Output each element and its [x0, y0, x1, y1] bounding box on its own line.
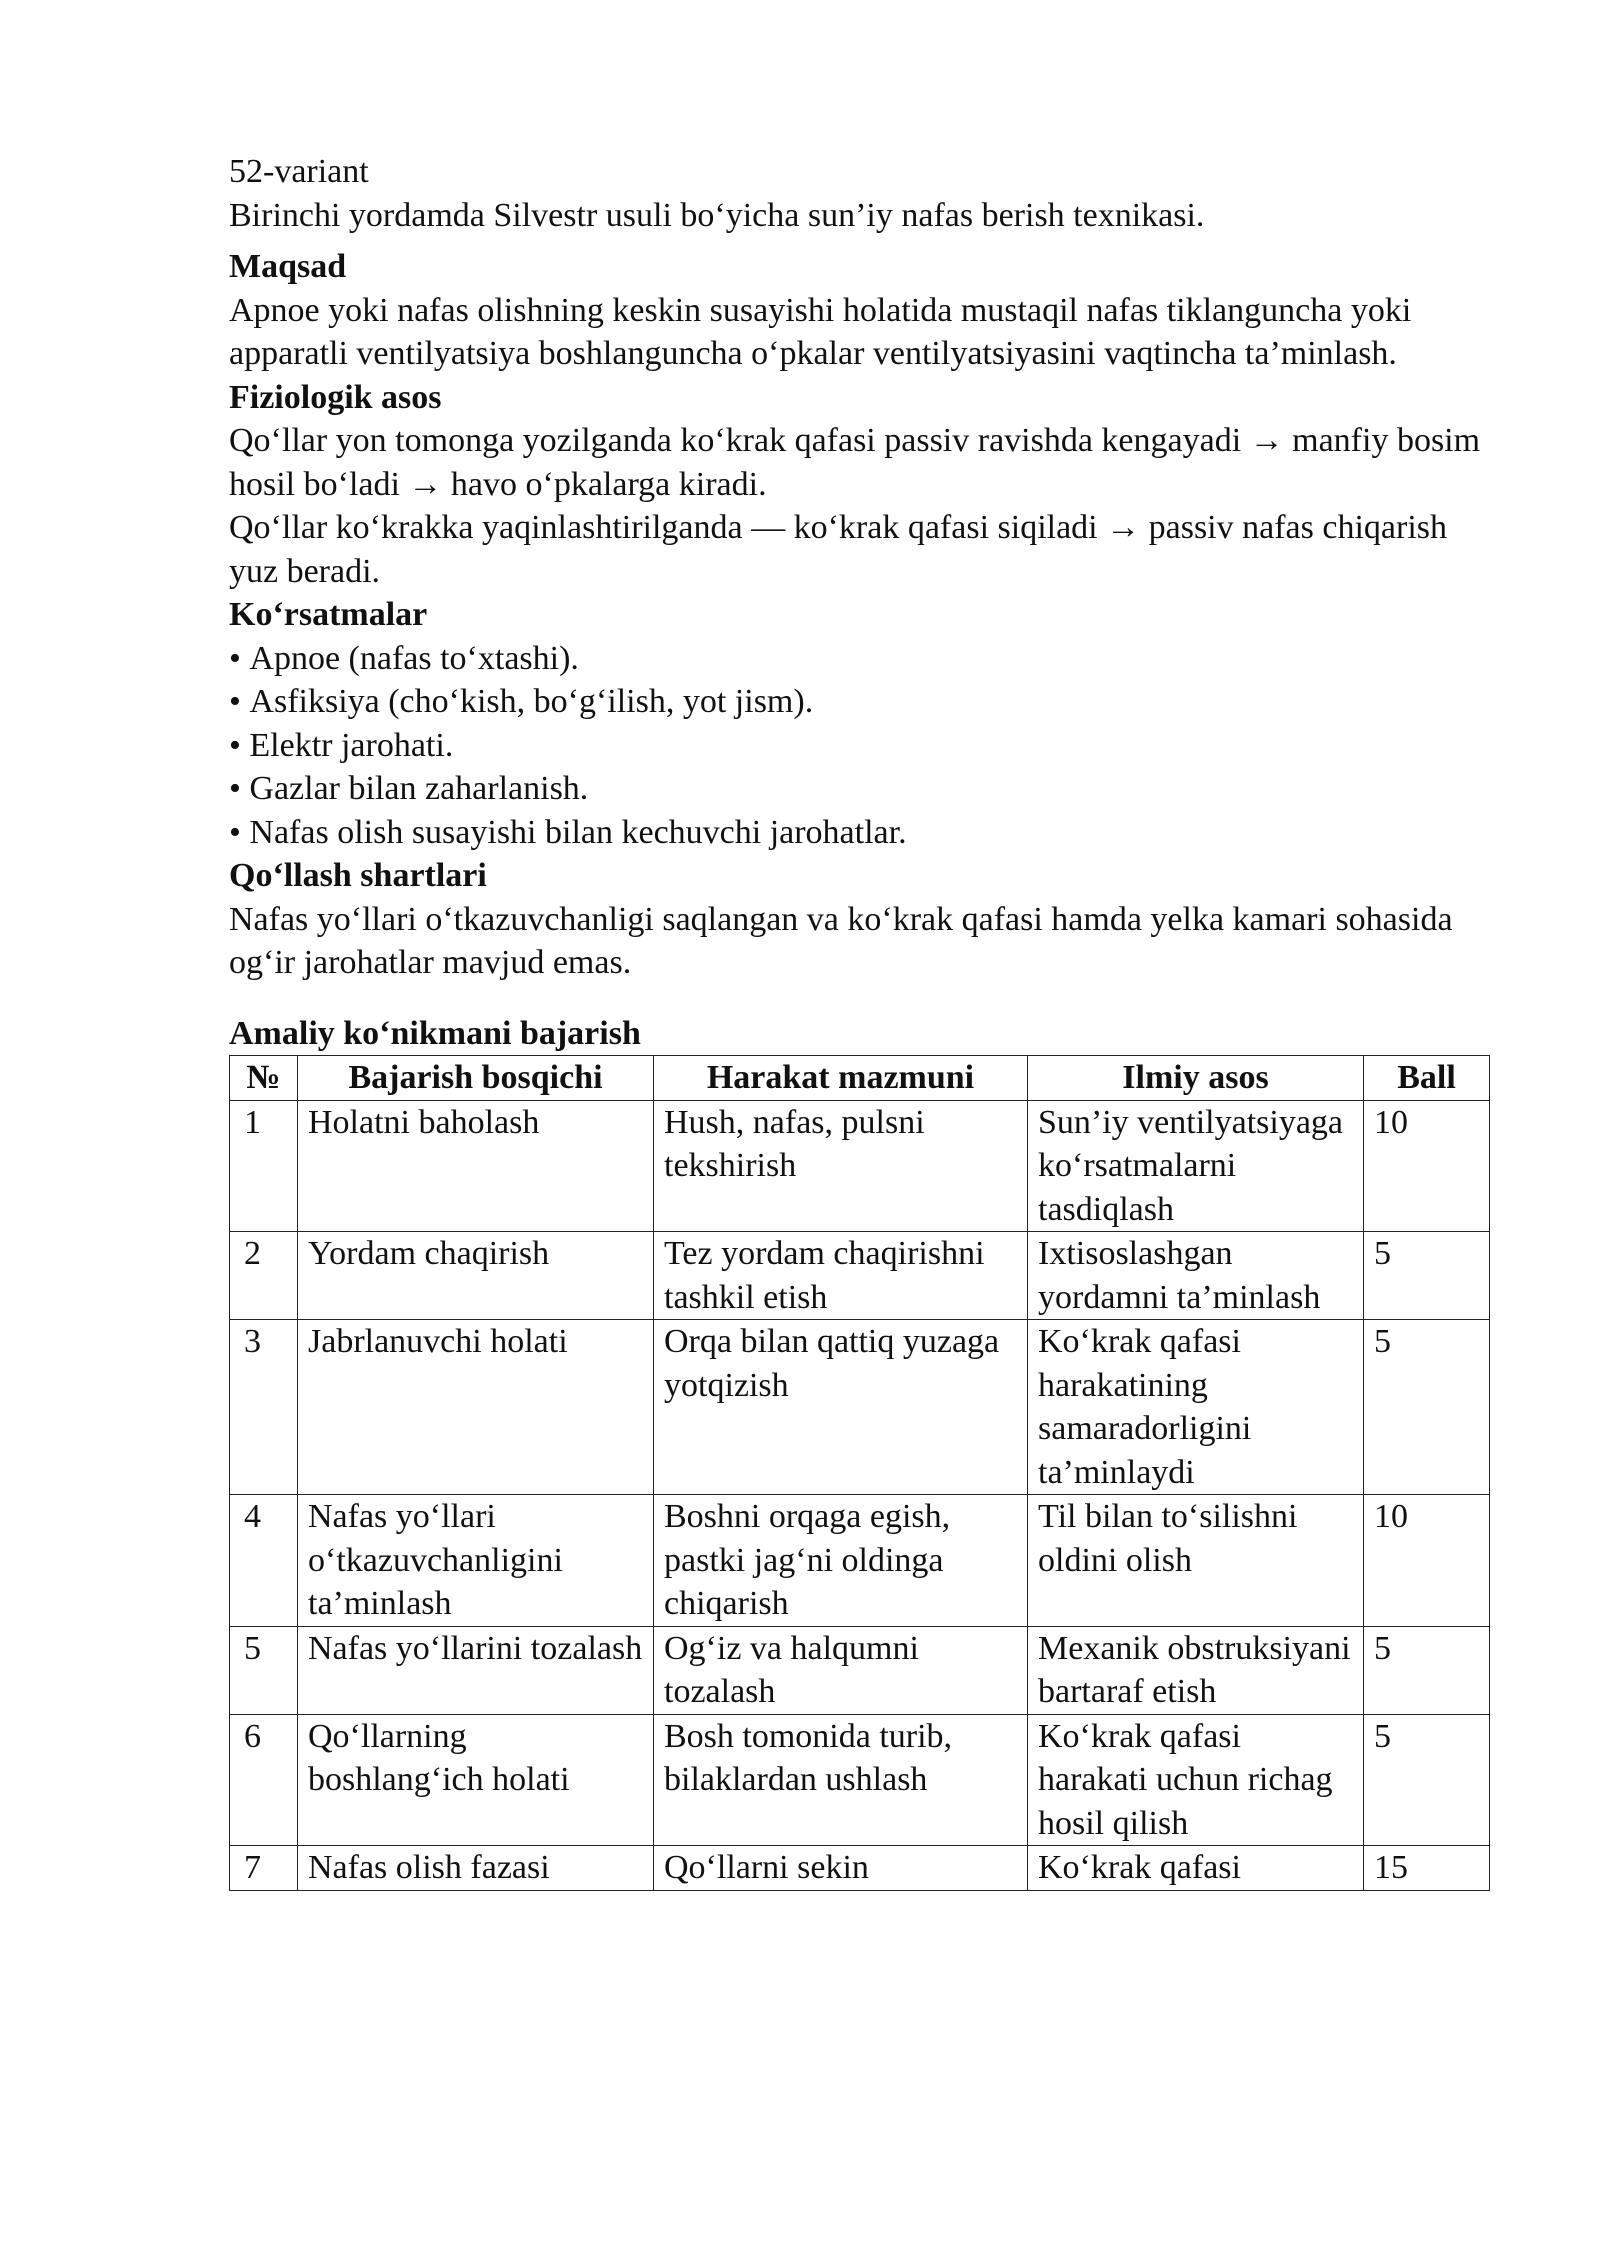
- cell-stage: Holatni baholash: [298, 1100, 654, 1232]
- cell-stage: Yordam chaqirish: [298, 1232, 654, 1320]
- cell-number: 2: [230, 1232, 298, 1320]
- cell-score: 5: [1364, 1320, 1490, 1495]
- cell-action: Qo‘llarni sekin: [654, 1846, 1028, 1891]
- physiology-heading: Fiziologik asos: [229, 378, 442, 416]
- cell-stage: Jabrlanuvchi holati: [298, 1320, 654, 1495]
- cell-number: 5: [230, 1626, 298, 1714]
- list-item: • Gazlar bilan zaharlanish.: [229, 767, 1489, 811]
- cell-number: 3: [230, 1320, 298, 1495]
- cell-action: Tez yordam chaqirishni tashkil etish: [654, 1232, 1028, 1320]
- cell-score: 5: [1364, 1232, 1490, 1320]
- cell-number: 4: [230, 1495, 298, 1627]
- variant-label: 52-variant: [229, 153, 369, 190]
- table-row: [230, 1846, 1490, 1891]
- cell-score: 15: [1364, 1846, 1490, 1891]
- conditions-text: Nafas yo‘llari o‘tkazuvchanligi saqlangan va ko‘krak qafasi hamda yelka kamari sohasida og‘ir jarohatlar mavjud emas.: [229, 900, 1453, 981]
- cell-score: 5: [1364, 1714, 1490, 1846]
- skills-table-heading: Amaliy ko‘nikmani bajarish: [229, 1014, 641, 1052]
- cell-score: 10: [1364, 1495, 1490, 1627]
- table-row: [230, 1320, 1490, 1495]
- table-row: [230, 1495, 1490, 1627]
- cell-action: Hush, nafas, pulsni tekshirish: [654, 1100, 1028, 1232]
- purpose-heading: Maqsad: [229, 248, 347, 285]
- column-header-stage: Bajarish bosqichi: [298, 1056, 654, 1101]
- column-header-rationale: Ilmiy asos: [1028, 1056, 1364, 1101]
- indications-list: [229, 637, 1489, 855]
- cell-rationale: Ko‘krak qafasi: [1028, 1846, 1364, 1891]
- document-page: [229, 150, 1489, 1891]
- cell-action: Boshni orqaga egish, pastki jag‘ni oldinga chiqarish: [654, 1495, 1028, 1627]
- list-item: • Nafas olish susayishi bilan kechuvchi jarohatlar.: [229, 811, 1489, 855]
- conditions-heading: Qo‘llash shartlari: [229, 857, 487, 894]
- cell-score: 10: [1364, 1100, 1490, 1232]
- cell-stage: Qo‘llarning boshlang‘ich holati: [298, 1714, 654, 1846]
- cell-number: 7: [230, 1846, 298, 1891]
- list-item: • Apnoe (nafas to‘xtashi).: [229, 637, 1489, 681]
- table-row: [230, 1626, 1490, 1714]
- cell-stage: Nafas olish fazasi: [298, 1846, 654, 1891]
- cell-action: Orqa bilan qattiq yuzaga yotqizish: [654, 1320, 1028, 1495]
- cell-action: Og‘iz va halqumni tozalash: [654, 1626, 1028, 1714]
- cell-rationale: Ko‘krak qafasi harakatining samaradorligini ta’minlaydi: [1028, 1320, 1364, 1495]
- cell-number: 6: [230, 1714, 298, 1846]
- column-header-action: Harakat mazmuni: [654, 1056, 1028, 1101]
- cell-rationale: Sun’iy ventilyatsiyaga ko‘rsatmalarni tasdiqlash: [1028, 1100, 1364, 1232]
- cell-rationale: Til bilan to‘silishni oldini olish: [1028, 1495, 1364, 1627]
- cell-rationale: Ixtisoslashgan yordamni ta’minlash: [1028, 1232, 1364, 1320]
- physiology-paragraph-1: Qo‘llar yon tomonga yozilganda ko‘krak qafasi passiv ravishda kengayadi → manfiy bosim hosil bo‘ladi → havo o‘pkalarga kiradi.: [229, 422, 1481, 503]
- list-item: • Elektr jarohati.: [229, 724, 1489, 768]
- table-row: [230, 1714, 1490, 1846]
- document-title: Birinchi yordamda Silvestr usuli bo‘yicha sun’iy nafas berish texnikasi.: [229, 196, 1205, 234]
- cell-action: Bosh tomonida turib, bilaklardan ushlash: [654, 1714, 1028, 1846]
- column-header-score: Ball: [1364, 1056, 1490, 1101]
- cell-rationale: Ko‘krak qafasi harakati uchun richag hosil qilish: [1028, 1714, 1364, 1846]
- indications-heading: Ko‘rsatmalar: [229, 596, 428, 633]
- cell-stage: Nafas yo‘llarini tozalash: [298, 1626, 654, 1714]
- skills-table: [229, 1055, 1490, 1891]
- table-header-row: [230, 1056, 1490, 1101]
- physiology-paragraph-2: Qo‘llar ko‘krakka yaqinlashtirilganda — ko‘krak qafasi siqiladi → passiv nafas chiqarish yuz beradi.: [229, 509, 1447, 590]
- purpose-text: Apnoe yoki nafas olishning keskin susayishi holatida mustaqil nafas tiklanguncha yoki apparatli ventilyatsiya boshlanguncha o‘pkalar ventilyatsiyasini vaqtincha ta’minlash.: [229, 291, 1412, 372]
- cell-rationale: Mexanik obstruksiyani bartaraf etish: [1028, 1626, 1364, 1714]
- cell-stage: Nafas yo‘llari o‘tkazuvchanligini ta’minlash: [298, 1495, 654, 1627]
- table-row: [230, 1232, 1490, 1320]
- column-header-number: №: [230, 1056, 298, 1101]
- cell-number: 1: [230, 1100, 298, 1232]
- list-item: • Asfiksiya (cho‘kish, bo‘g‘ilish, yot jism).: [229, 680, 1489, 724]
- cell-score: 5: [1364, 1626, 1490, 1714]
- table-row: [230, 1100, 1490, 1232]
